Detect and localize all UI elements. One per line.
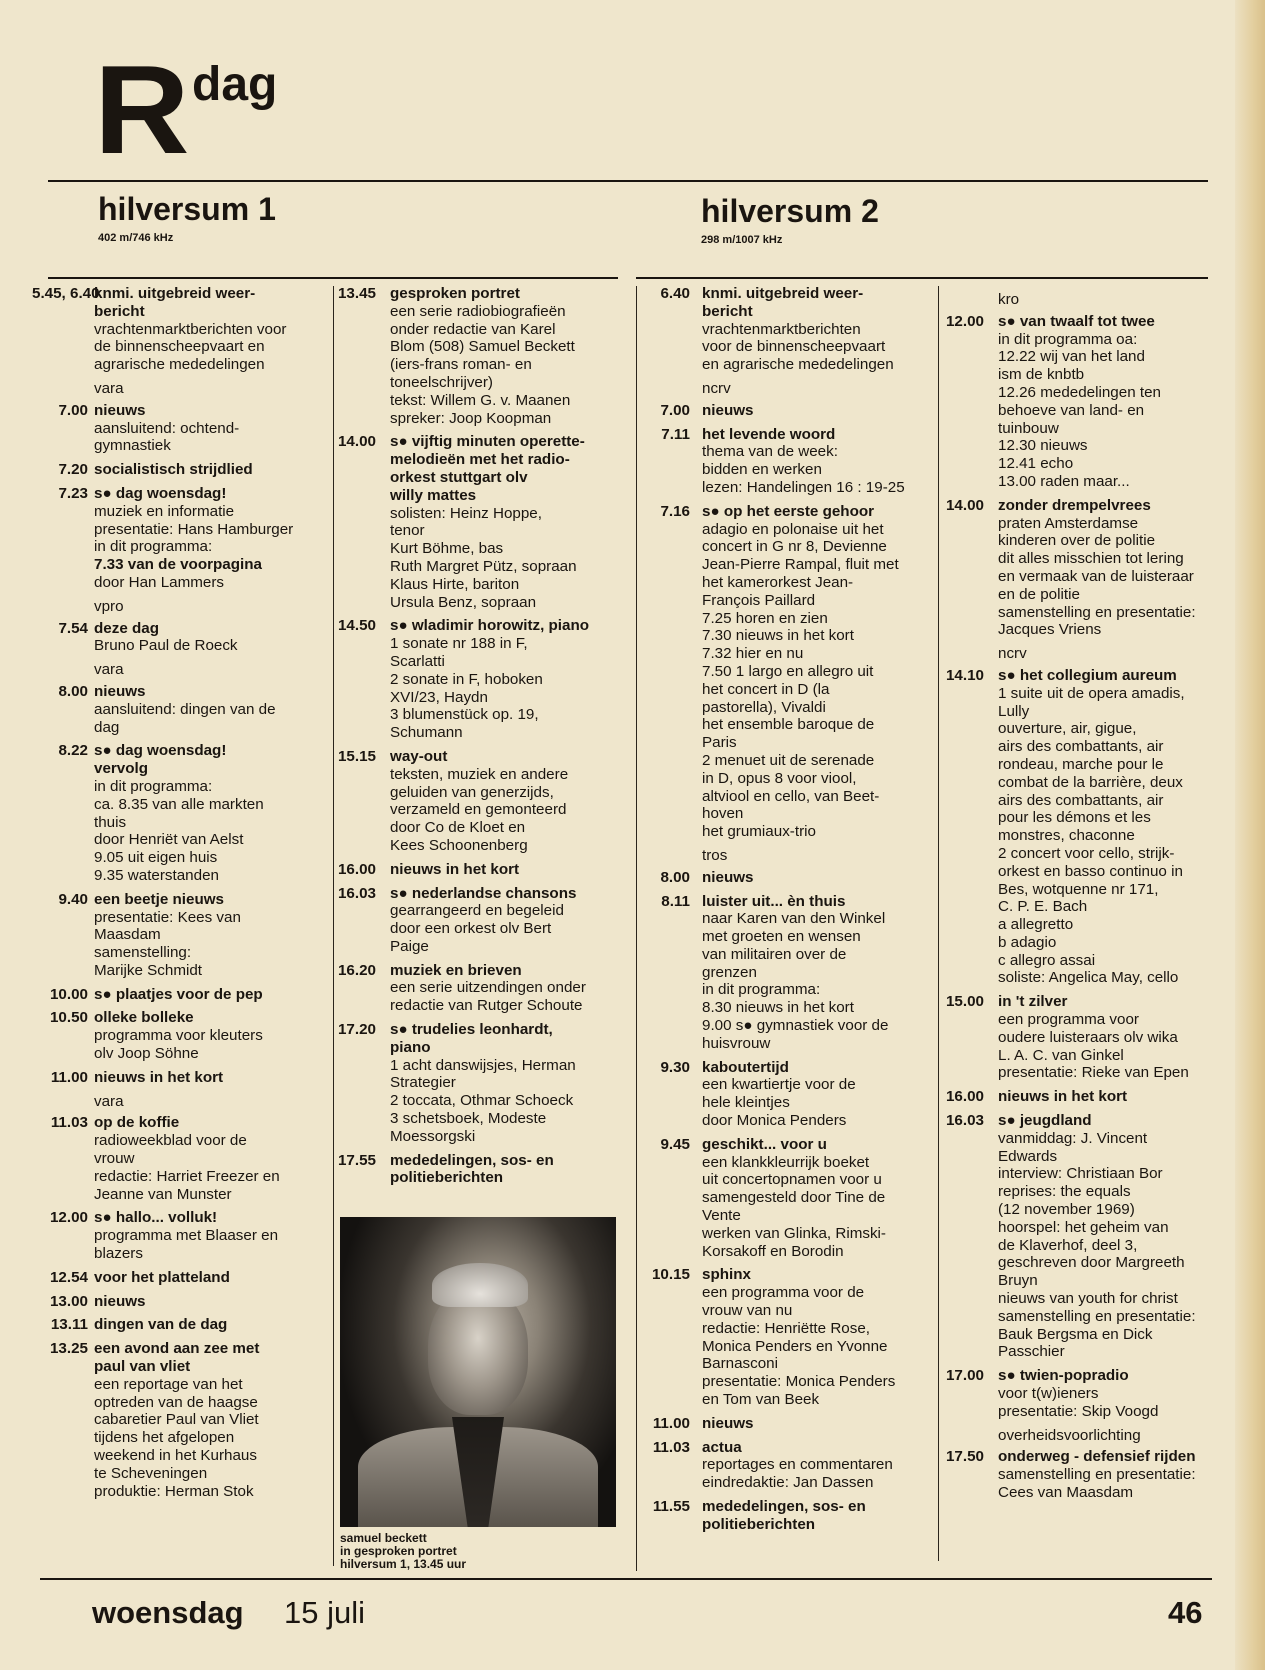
- program-entry: [40, 1340, 330, 1500]
- program-description: 1 suite uit de opera amadis, Lully ouverture, air, gigue, airs des combattants, air rondeau, marche pour le combat de la barrière, deux airs des combattants, air pour les démons et les monstres, chaconne 2 concert voor cello, strijk- orkest en basso continuo in Bes, wotquenne nr 171, C. P. E. Bach a allegretto b adagio c allegro assai soliste: Angelica May, cello: [998, 684, 1185, 987]
- program-time: 16.20: [337, 961, 376, 979]
- program-title: een avond aan zee met paul van vliet: [94, 1340, 260, 1376]
- program-entry: [336, 962, 628, 1015]
- program-title: dingen van de dag: [94, 1316, 228, 1334]
- program-time: 11.03: [652, 1438, 690, 1456]
- program-time: 7.20: [58, 461, 88, 479]
- bottom-rule: [40, 1578, 1212, 1580]
- program-title: nieuws: [94, 682, 146, 700]
- program-entry: [40, 620, 330, 656]
- program-entry: [40, 485, 330, 592]
- program-time: 14.00: [945, 496, 984, 514]
- program-title: onderweg - defensief rijden: [998, 1448, 1196, 1466]
- program-entry: [640, 1136, 936, 1261]
- program-title: muziek en brieven: [390, 961, 522, 979]
- program-description: thema van de week: bidden en werken lezen: Handelingen 16 : 19-25: [702, 443, 905, 496]
- program-time: 7.16: [660, 502, 690, 520]
- program-entry: [640, 426, 936, 497]
- program-title: s● het collegium aureum: [998, 666, 1177, 684]
- program-time: 12.54: [49, 1268, 88, 1286]
- program-description: naar Karen van den Winkel met groeten en wensen van militairen over de grenzen in dit programma: 8.30 nieuws in het kort 9.00 s● gymnastiek voor de huisvrouw: [702, 910, 889, 1052]
- program-title: s● op het eerste gehoor: [702, 502, 875, 520]
- program-entry: [336, 748, 628, 855]
- program-description: samenstelling en presentatie: Cees van Maasdam: [998, 1466, 1196, 1501]
- network-label: vpro: [94, 597, 124, 615]
- network-label: vara: [94, 1092, 124, 1110]
- program-description: een kwartiertje voor de hele kleintjes door Monica Penders: [702, 1076, 856, 1130]
- program-time: 8.11: [661, 892, 690, 910]
- program-entry: [940, 497, 1222, 639]
- column-2: [336, 285, 628, 1193]
- program-entry: [640, 1415, 936, 1433]
- program-title: luister uit... èn thuis: [702, 892, 846, 910]
- column-4: [940, 285, 1222, 1508]
- program-time: 15.15: [337, 747, 376, 765]
- footer-date: 15 juli: [284, 1595, 365, 1630]
- program-time: 7.11: [661, 425, 690, 443]
- program-time: 14.50: [337, 617, 376, 635]
- program-title: sphinx: [702, 1266, 751, 1284]
- program-time: 11.00: [652, 1414, 690, 1432]
- program-title: mededelingen, sos- en politieberichten: [390, 1151, 554, 1187]
- program-entry: [940, 1448, 1222, 1501]
- program-entry: [40, 1316, 330, 1334]
- program-time: 14.00: [337, 433, 376, 451]
- column-1: [32, 285, 330, 1506]
- program-time: 5.45, 6.40: [32, 285, 100, 302]
- network-label: vara: [94, 379, 124, 397]
- program-description: reportages en commentaren eindredaktie: Jan Dassen: [702, 1456, 893, 1492]
- program-time: 9.45: [660, 1135, 690, 1153]
- station-rule-1: [48, 277, 618, 279]
- program-description: een serie uitzendingen onder redactie van Rutger Schoute: [390, 979, 586, 1015]
- program-entry: [40, 402, 330, 455]
- program-entry: [640, 285, 936, 374]
- program-time: 7.00: [58, 401, 88, 419]
- page-edge: [1235, 0, 1265, 1670]
- program-description: 1 acht danswijsjes, Herman Strategier 2 toccata, Othmar Schoeck 3 schetsboek, Modeste Moessorgski: [390, 1056, 576, 1145]
- program-title: zonder drempelvrees: [998, 496, 1151, 514]
- program-time: 7.00: [660, 401, 690, 419]
- column-divider-1: [333, 286, 334, 1566]
- program-entry: [336, 1021, 628, 1146]
- program-entry: [640, 893, 936, 1053]
- program-title: voor het platteland: [94, 1268, 230, 1286]
- program-time: 13.00: [49, 1292, 88, 1310]
- program-entry: [640, 869, 936, 887]
- program-entry: [336, 885, 628, 956]
- program-description: programma met Blaaser en blazers: [94, 1227, 279, 1263]
- program-time: 8.00: [58, 682, 88, 700]
- program-title: het levende woord: [702, 425, 836, 443]
- program-time: 11.00: [50, 1068, 88, 1086]
- program-title: knmi. uitgebreid weer- bericht: [94, 285, 256, 320]
- program-entry: [40, 683, 330, 736]
- network-label: overheidsvoorlichting: [998, 1426, 1141, 1444]
- program-time: 10.50: [49, 1009, 88, 1027]
- program-time: 12.00: [49, 1209, 88, 1227]
- program-description: aansluitend: dingen van de dag: [94, 700, 276, 736]
- program-entry: [336, 285, 628, 427]
- top-rule: [48, 180, 1208, 182]
- program-title: s● hallo... volluk!: [94, 1209, 218, 1227]
- program-title: nieuws: [702, 1414, 754, 1432]
- program-description: een programma voor de vrouw van nu redactie: Henriëtte Rose, Monica Penders en Yvonne Barnasconi presentatie: Monica Penders en Tom van Beek: [702, 1284, 896, 1409]
- program-time: 13.45: [337, 285, 376, 302]
- program-description: gearrangeerd en begeleid door een orkest olv Bert Paige: [390, 902, 564, 955]
- program-title: s● van twaalf tot twee: [998, 312, 1155, 330]
- program-entry: [40, 986, 330, 1004]
- program-entry: [940, 313, 1222, 491]
- program-title: s● vijftig minuten operette- melodieën met het radio- orkest stuttgart olv willy mattes: [390, 433, 585, 504]
- program-title: nieuws: [702, 868, 754, 886]
- program-description: 7.33 van de voorpagina: [94, 556, 262, 574]
- program-description: praten Amsterdamse kinderen over de politie dit alles misschien tot lering en vermaak van de luisteraar en de politie samenstelling en presentatie: Jacques Vriens: [998, 514, 1196, 639]
- program-entry: [40, 1269, 330, 1287]
- network-label: tros: [702, 846, 728, 864]
- program-title: een beetje nieuws: [94, 890, 224, 908]
- program-title: gesproken portret: [390, 285, 520, 302]
- program-title: s● twien-popradio: [998, 1367, 1129, 1385]
- program-title: kaboutertijd: [702, 1058, 789, 1076]
- program-title: geschikt... voor u: [702, 1135, 827, 1153]
- program-entry: [336, 617, 628, 742]
- program-time: 13.11: [50, 1316, 88, 1334]
- program-time: 15.00: [945, 993, 984, 1011]
- program-description: muziek en informatie presentatie: Hans Hamburger in dit programma:: [94, 502, 294, 556]
- station-name-2: hilversum 2: [701, 193, 879, 229]
- program-description: solisten: Heinz Hoppe, tenor Kurt Böhme, bas Ruth Margret Pütz, sopraan Klaus Hirte, bariton Ursula Benz, sopraan: [390, 504, 577, 611]
- program-time: 12.00: [945, 312, 984, 330]
- program-title: s● dag woensdag!: [94, 484, 227, 502]
- program-time: 10.00: [49, 985, 88, 1003]
- program-description: een reportage van het optreden van de haagse cabaretier Paul van Vliet tijdens het afgelopen weekend in het Kurhaus te Scheveningen produktie: Herman Stok: [94, 1375, 259, 1500]
- program-time: 13.25: [49, 1340, 88, 1358]
- program-time: 17.20: [337, 1021, 376, 1039]
- program-time: 8.22: [58, 742, 88, 760]
- program-title: s● nederlandse chansons: [390, 884, 577, 902]
- program-title: op de koffie: [94, 1114, 180, 1132]
- program-title: s● dag woensdag! vervolg: [94, 742, 227, 778]
- program-entry: [40, 742, 330, 884]
- program-description: in dit programma: ca. 8.35 van alle markten thuis door Henriët van Aelst 9.05 uit eigen huis 9.35 waterstanden: [94, 777, 264, 884]
- program-title: way-out: [390, 747, 448, 765]
- program-title: nieuws: [94, 401, 146, 419]
- program-description: een serie radiobiografieën onder redactie van Karel Blom (508) Samuel Beckett (iers-frans roman- en toneelschrijver) tekst: Willem G. v. Maanen spreker: Joop Koopman: [390, 302, 575, 427]
- program-time: 7.54: [58, 619, 88, 637]
- program-time: 16.03: [337, 884, 376, 902]
- program-entry: [940, 993, 1222, 1082]
- station-freq-2: 298 m/1007 kHz: [701, 234, 783, 246]
- header-word: dag: [192, 58, 278, 111]
- program-entry: [32, 285, 330, 374]
- program-entry: [40, 891, 330, 980]
- program-description: aansluitend: ochtend- gymnastiek: [94, 419, 240, 455]
- program-entry: [40, 1069, 330, 1087]
- program-entry: [40, 1114, 330, 1203]
- program-description: een programma voor oudere luisteraars olv wika L. A. C. van Ginkel presentatie: Rieke van Epen: [998, 1011, 1189, 1082]
- program-entry: [40, 1209, 330, 1262]
- program-entry: [940, 667, 1222, 987]
- program-description: adagio en polonaise uit het concert in G nr 8, Devienne Jean-Pierre Rampal, fluit met het kamerorkest Jean- François Paillard 7.25 horen en zien 7.30 nieuws in het kort 7.32 hier en nu 7.50 1 largo en allegro uit het concert in D (la pastorella), Vivaldi het ensemble baroque de Paris 2 menuet uit de serenade in D, opus 8 voor viool, altviool en cello, van Beet- hoven het grumiaux-trio: [702, 520, 899, 841]
- program-title: in 't zilver: [998, 993, 1068, 1011]
- program-entry: [640, 1439, 936, 1492]
- program-description: Bruno Paul de Roeck: [94, 637, 238, 655]
- program-title: nieuws: [702, 401, 754, 419]
- program-time: 11.03: [50, 1114, 88, 1132]
- network-label: ncrv: [702, 379, 731, 397]
- program-description: vrachtenmarktberichten voor de binnenscheepvaart en agrarische mededelingen: [94, 320, 287, 374]
- program-time: 16.00: [337, 860, 376, 878]
- program-title: nieuws in het kort: [390, 860, 520, 878]
- program-entry: [336, 433, 628, 611]
- program-entry: [40, 1293, 330, 1311]
- portrait-photo: [340, 1217, 616, 1527]
- program-title: socialistisch strijdlied: [94, 461, 253, 479]
- program-entry: [940, 1367, 1222, 1420]
- station-freq-1: 402 m/746 kHz: [98, 232, 174, 244]
- program-entry: [640, 1059, 936, 1130]
- program-description: voor t(w)ieners presentatie: Skip Voogd: [998, 1385, 1159, 1420]
- program-time: 9.40: [58, 890, 88, 908]
- program-description: in dit programma oa: 12.22 wij van het land ism de knbtb 12.26 mededelingen ten behoeve van land- en tuinbouw 12.30 nieuws 12.41 echo 13.00 raden maar...: [998, 330, 1161, 490]
- program-description: vanmiddag: J. Vincent Edwards interview: Christiaan Bor reprises: the equals (12 november 1969) hoorspel: het geheim van de Klaverhof, deel 3, geschreven door Margreeth Bruyn nieuws van youth for christ samenstelling en presentatie: Bauk Bergsma en Dick Passchier: [998, 1129, 1196, 1361]
- program-description: door Han Lammers: [94, 573, 224, 591]
- station-name-1: hilversum 1: [98, 191, 276, 227]
- program-description: 1 sonate nr 188 in F, Scarlatti 2 sonate in F, hoboken XVI/23, Haydn 3 blumenstück op. 19, Schumann: [390, 635, 543, 742]
- program-title: s● jeugdland: [998, 1112, 1092, 1130]
- column-divider-3: [938, 286, 939, 1561]
- program-description: een klankkleurrijk boeket uit concertopnamen voor u samengesteld door Tine de Vente werken van Glinka, Rimski- Korsakoff en Borodin: [702, 1153, 886, 1260]
- program-time: 7.23: [58, 484, 88, 502]
- program-title: s● wladimir horowitz, piano: [390, 617, 590, 635]
- photo-caption: samuel beckett in gesproken portret hilversum 1, 13.45 uur: [340, 1531, 467, 1571]
- column-divider-2: [636, 286, 637, 1571]
- program-description: teksten, muziek en andere geluiden van generzijds, verzameld en gemonteerd door Co de Kloet en Kees Schoonenberg: [390, 765, 569, 854]
- footer-day: woensdag: [92, 1595, 244, 1630]
- program-entry: [640, 1498, 936, 1534]
- header-letter: R: [94, 39, 184, 180]
- program-time: 11.55: [652, 1498, 690, 1515]
- network-label: kro: [998, 291, 1020, 308]
- program-time: 17.50: [945, 1448, 984, 1466]
- program-time: 17.00: [945, 1367, 984, 1385]
- program-entry: [40, 1009, 330, 1062]
- program-entry: [40, 461, 330, 479]
- program-time: 14.10: [945, 666, 984, 684]
- network-label: ncrv: [998, 645, 1027, 663]
- program-title: knmi. uitgebreid weer- bericht: [702, 285, 864, 320]
- program-title: s● trudelies leonhardt, piano: [390, 1021, 553, 1056]
- program-time: 9.30: [660, 1058, 690, 1076]
- program-title: olleke bolleke: [94, 1009, 194, 1027]
- program-description: radioweekblad voor de vrouw redactie: Harriet Freezer en Jeanne van Munster: [94, 1132, 280, 1203]
- program-description: presentatie: Kees van Maasdam samenstelling: Marijke Schmidt: [94, 908, 241, 979]
- program-title: nieuws in het kort: [94, 1068, 224, 1086]
- program-entry: [336, 1152, 628, 1188]
- program-title: nieuws: [94, 1292, 146, 1310]
- program-title: s● plaatjes voor de pep: [94, 985, 263, 1003]
- program-title: mededelingen, sos- en politieberichten: [702, 1498, 866, 1533]
- program-time: 8.00: [660, 868, 690, 886]
- program-title: actua: [702, 1438, 742, 1456]
- program-description: vrachtenmarktberichten voor de binnenscheepvaart en agrarische mededelingen: [702, 320, 894, 374]
- program-description: programma voor kleuters olv Joop Söhne: [94, 1027, 263, 1063]
- program-entry: [940, 1112, 1222, 1361]
- network-label: vara: [94, 661, 124, 679]
- program-entry: [640, 402, 936, 420]
- program-time: 17.55: [337, 1151, 376, 1169]
- station-rule-2: [636, 277, 1208, 279]
- program-entry: [640, 503, 936, 841]
- column-3: [640, 285, 936, 1540]
- program-entry: [940, 1088, 1222, 1106]
- page-number: 46: [1168, 1595, 1203, 1630]
- program-entry: [640, 1266, 936, 1408]
- program-time: 6.40: [660, 285, 690, 302]
- program-title: nieuws in het kort: [998, 1088, 1128, 1106]
- program-entry: [336, 861, 628, 879]
- program-time: 10.15: [651, 1266, 690, 1284]
- program-title: deze dag: [94, 619, 159, 637]
- program-time: 16.03: [945, 1112, 984, 1130]
- program-time: 16.00: [945, 1088, 984, 1106]
